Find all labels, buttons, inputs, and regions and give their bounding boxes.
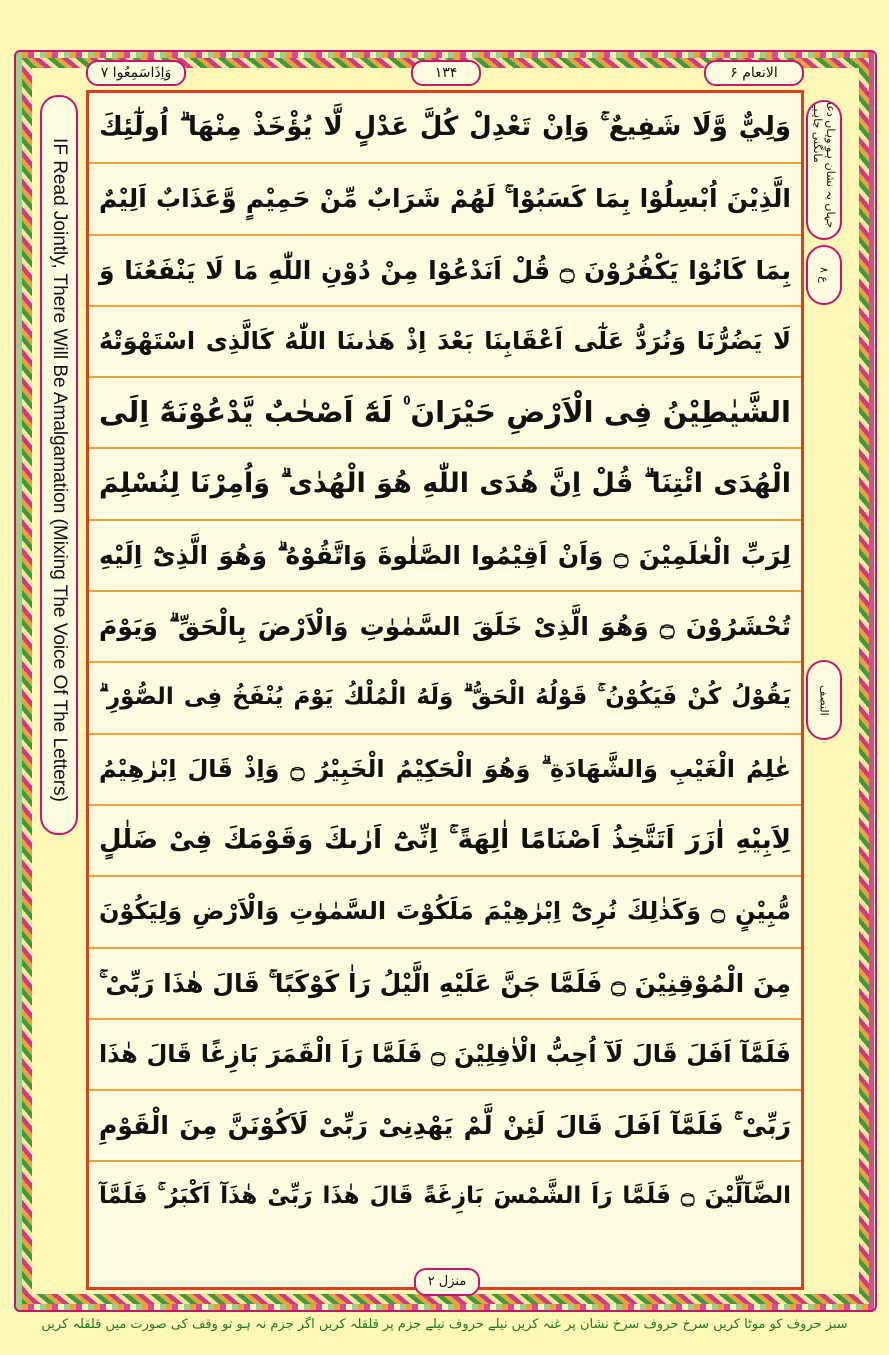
verse-line: فَلَمَّآ اَفَلَ قَالَ لَآ اُحِبُّ الْاٰفِلِيْنَ ۝ فَلَمَّا رَاَ الْقَمَرَ بَازِغًا قَالَ هٰذَا [89, 1020, 801, 1091]
verse-line: عٰلِمُ الْغَيْبِ وَالشَّهَادَةِ ۗ وَهُوَ الْحَكِيْمُ الْخَبِيْرُ ۝ وَاِذْ قَالَ اِبْرٰهِيْمُ [89, 735, 801, 806]
verse-line: وَلِيٌّ وَّلَا شَفِيعٌ ۚ وَاِنْ تَعْدِلْ كُلَّ عَدْلٍ لَّا يُؤْخَذْ مِنْهَا ۗ اُولٰٓئِكَ [89, 93, 801, 164]
verse-line: مُّبِيْنٍ ۝ وَكَذٰلِكَ نُرِىْٓ اِبْرٰهِيْمَ مَلَكُوْتَ السَّمٰوٰتِ وَالْاَرْضِ وَلِيَكُوْنَ [89, 877, 801, 948]
tajweed-footer-note: سبز حروف کو موٹا کریں سرخ حروف سرخ نشان پر غنہ کریں نیلے حروف نیلے جزم پر قلقلہ کریں اگر جزم نہ ہو تو وقف کی صورت میں قلقلہ کریں [41, 1317, 848, 1332]
quran-text-panel [86, 90, 804, 1290]
verse-line: لَا يَضُرُّنَا وَنُرَدُّ عَلٰٓى اَعْقَابِنَا بَعْدَ اِذْ هَدٰىنَا اللّٰهُ كَالَّذِى اسْتَهْوَتْهُ [89, 307, 801, 378]
left-side-note: IF Read Jointly, There Will Be Amalgamation (Mixing The Voice Of The Letters) [49, 138, 70, 802]
ruku-marker-text: ع ۸ [817, 267, 831, 283]
verse-line: مِنَ الْمُوْقِنِيْنَ ۝ فَلَمَّا جَنَّ عَلَيْهِ الَّيْلُ رَاٰ كَوْكَبًا ۚ قَالَ هٰذَا رَبِّىْ ۚ [89, 949, 801, 1020]
right-side-note-middle [806, 660, 842, 740]
verse-line: الشَّيٰطِيْنُ فِى الْاَرْضِ حَيْرَانَ ۠ لَهٗٓ اَصْحٰبٌ يَّدْعُوْنَهٗٓ اِلَى [89, 378, 801, 449]
page-number-badge: ۱۳۴ [411, 60, 481, 86]
verse-line: رَبِّىْ ۚ فَلَمَّآ اَفَلَ قَالَ لَئِنْ لَّمْ يَهْدِنِىْ رَبِّىْ لَاَكُوْنَنَّ مِنَ الْقَوْمِ [89, 1091, 801, 1162]
verse-line: الضَّآلِّيْنَ ۝ فَلَمَّا رَاَ الشَّمْسَ بَازِغَةً قَالَ هٰذَا رَبِّىْ هٰذَآ اَكْبَرُ ۚ فَلَمَّآ [99, 1183, 791, 1210]
verse-line: بِمَا كَانُوْا يَكْفُرُوْنَ ۝ قُلْ اَنَدْعُوْا مِنْ دُوْنِ اللّٰهِ مَا لَا يَنْفَعُنَا وَ [89, 236, 801, 307]
surah-name-badge: الانعام ۶ [704, 60, 804, 86]
right-side-note-top [806, 100, 842, 240]
verse-line: لِرَبِّ الْعٰلَمِيْنَ ۝ وَاَنْ اَقِيْمُوا الصَّلٰوةَ وَاتَّقُوْهُ ۗ وَهُوَ الَّذِىْٓ اِلَيْهِ [89, 521, 801, 592]
verse-line: يَقُوْلُ كُنْ فَيَكُوْنُ ۚ قَوْلُهُ الْحَقُّ ۗ وَلَهُ الْمُلْكُ يَوْمَ يُنْفَخُ فِى الصُّوْرِ ۗ [89, 663, 801, 734]
verse-line: الْهُدَى ائْتِنَا ۗ قُلْ اِنَّ هُدَى اللّٰهِ هُوَ الْهُدٰى ۗ وَاُمِرْنَا لِنُسْلِمَ [89, 449, 801, 520]
page-header [86, 58, 804, 86]
verse-line: تُحْشَرُوْنَ ۝ وَهُوَ الَّذِىْ خَلَقَ السَّمٰوٰتِ وَالْاَرْضَ بِالْحَقِّ ۗ وَيَوْمَ [89, 592, 801, 663]
right-side-note-middle-text: النصف [817, 684, 831, 716]
manzil-badge: منزل ۲ [414, 1268, 480, 1296]
right-side-note-top-text: جہاں یہ نشان ہو وہاں دعا مانگنی چاہیے [811, 102, 837, 229]
verse-line: الَّذِيْنَ اُبْسِلُوْا بِمَا كَسَبُوْا ۚ لَهُمْ شَرَابٌ مِّنْ حَمِيْمٍ وَّعَذَابٌ اَلِيْمٌ [89, 164, 801, 235]
verse-line: لِاَبِيْهِ اٰزَرَ اَتَتَّخِذُ اَصْنَامًا اٰلِهَةً ۚ اِنِّىْٓ اَرٰىكَ وَقَوْمَكَ فِىْ ضَلٰلٍ [89, 806, 801, 877]
ruku-marker [806, 245, 842, 305]
juz-name-badge: وَاِذَاسَمِعُوا ۷ [86, 60, 186, 86]
